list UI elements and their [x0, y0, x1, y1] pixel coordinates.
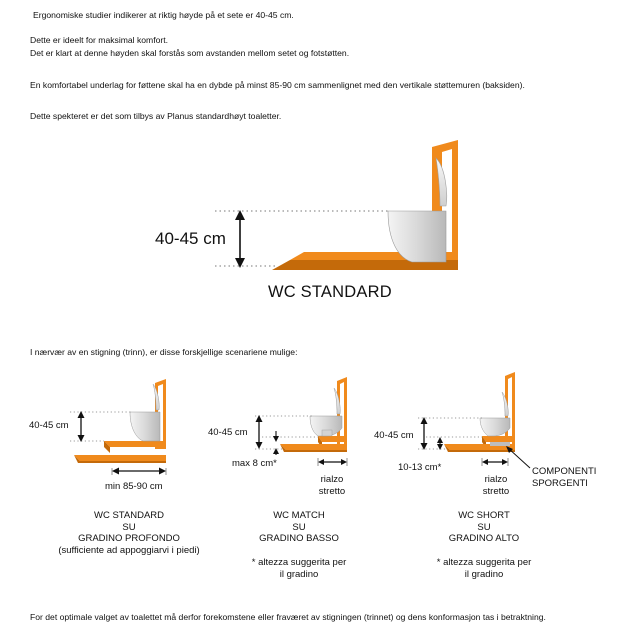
scenario-2-riser-line: rialzo — [320, 474, 344, 485]
scenario-1-title-line: SU — [122, 521, 136, 533]
scenario-3-title-line: WC SHORT — [458, 510, 510, 521]
scenario-3-title-line: GRADINO ALTO — [448, 533, 520, 544]
scenario-3-title-line: SU — [477, 521, 491, 533]
scenario-2-title-line: GRADINO BASSO — [259, 533, 339, 544]
intro-paragraph-4: Dette spekteret er det som tilbys av Planus standardhøyt toaletter. — [30, 111, 282, 121]
scenario-2-step-label: max 8 cm* — [232, 458, 277, 469]
scenarios-intro: I nærvær av en stigning (trinn), er disse forskjellige scenariene mulige: — [30, 347, 298, 357]
scenario-1-height-label: 40-45 cm — [29, 420, 69, 431]
scenario-3-note-line: * altezza suggerita per — [436, 557, 532, 568]
scenario-2-figure — [255, 377, 347, 466]
intro-paragraph-2b: Det er klart at denne høyden skal forstås som avstanden mellom setet og fotstøtten. — [30, 48, 350, 58]
scenario-2-title-line: SU — [292, 521, 306, 533]
scenario-2-note — [244, 557, 354, 580]
conclusion-paragraph: For det optimale valget av toalettet må derfor forekomstene eller fraværet av stigningen (trinnet) og dens konformasjon tas i betraktning. — [30, 612, 546, 622]
scenario-3-height-label: 40-45 cm — [374, 430, 414, 441]
scenario-1-title-line: GRADINO PROFONDO — [78, 533, 180, 544]
scenario-3-riser-line: rialzo — [484, 474, 508, 485]
scenario-2-title — [244, 510, 354, 545]
scenario-3-protrusion-line: SPORGENTI — [532, 477, 588, 489]
scenario-2-riser-line: stretto — [318, 485, 346, 497]
scenario-2-riser-label — [312, 474, 352, 497]
scenario-2-note-line: il gradino — [279, 568, 319, 580]
scenario-1-title-line: WC STANDARD — [93, 510, 165, 521]
scenario-2-note-line: * altezza suggerita per — [251, 557, 347, 568]
scenario-3-figure — [418, 372, 530, 468]
scenario-1-title-line: (sufficiente ad appoggiarvi i piedi) — [58, 544, 200, 556]
scenario-3-note — [429, 557, 539, 580]
scenario-1-figure — [70, 379, 166, 475]
scenario-2-title-line: WC MATCH — [273, 510, 325, 521]
intro-paragraph-2a: Dette er ideelt for maksimal komfort. — [30, 35, 169, 45]
scenario-2-height-label: 40-45 cm — [208, 427, 248, 438]
main-wc-figure — [215, 140, 458, 270]
main-height-label: 40-45 cm — [155, 229, 226, 248]
scenario-3-protrusion-line: COMPONENTI — [532, 466, 597, 477]
intro-paragraph-1: Ergonomiske studier indikerer at riktig høyde på et sete er 40-45 cm. — [33, 10, 294, 20]
scenario-1-depth-label: min 85-90 cm — [105, 481, 163, 492]
scenario-1-title — [44, 510, 214, 556]
main-figure-title: WC STANDARD — [268, 283, 392, 301]
scenario-3-step-label: 10-13 cm* — [398, 462, 442, 473]
scenario-3-note-line: il gradino — [464, 568, 504, 580]
scenario-3-title — [429, 510, 539, 545]
intro-paragraph-3: En komfortabel underlag for føttene skal ha en dybde på minst 85-90 cm sammenlignet med den vertikale støttemuren (baksiden). — [30, 80, 525, 90]
scenario-3-riser-label — [476, 474, 516, 497]
scenario-3-protrusion-label — [532, 466, 596, 489]
scenario-3-riser-line: stretto — [482, 485, 510, 497]
